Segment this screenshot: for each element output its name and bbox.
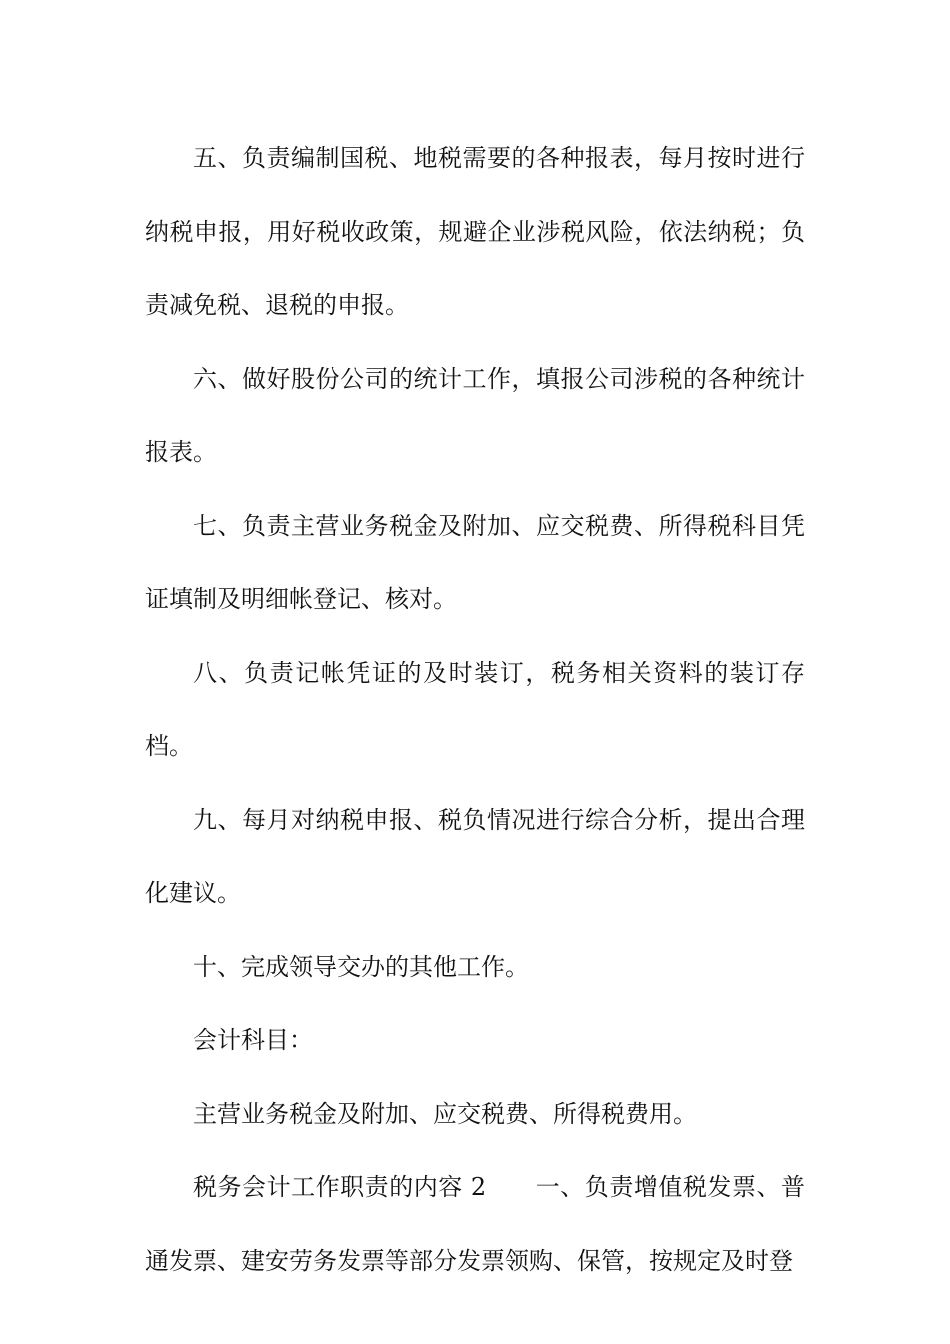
document-body bbox=[145, 122, 805, 1298]
paragraph-10-other-work: 十、完成领导交办的其他工作。 bbox=[193, 952, 529, 981]
section-2-start: 税务会计工作职责的内容 2 一、负责增值税发票、普通发票、建安劳务发票等部分发票领购、保管，按规定及时登 bbox=[145, 1173, 805, 1275]
paragraph-7-vouchers: 七、负责主营业务税金及附加、应交税费、所得税科目凭证填制及明细帐登记、核对。 bbox=[145, 511, 805, 613]
accounting-subjects-list: 主营业务税金及附加、应交税费、所得税费用。 bbox=[193, 1099, 697, 1128]
paragraph-5-tax-reporting: 五、负责编制国税、地税需要的各种报表，每月按时进行纳税申报，用好税收政策，规避企业涉税风险，依法纳税；负责减免税、退税的申报。 bbox=[145, 144, 805, 319]
paragraph-9-analysis: 九、每月对纳税申报、税负情况进行综合分析，提出合理化建议。 bbox=[145, 805, 805, 907]
accounting-subjects-heading: 会计科目： bbox=[193, 1026, 313, 1054]
paragraph-6-statistics: 六、做好股份公司的统计工作，填报公司涉税的各种统计报表。 bbox=[145, 364, 805, 466]
paragraph-8-binding: 八、负责记帐凭证的及时装订，税务相关资料的装订存档。 bbox=[145, 658, 805, 760]
